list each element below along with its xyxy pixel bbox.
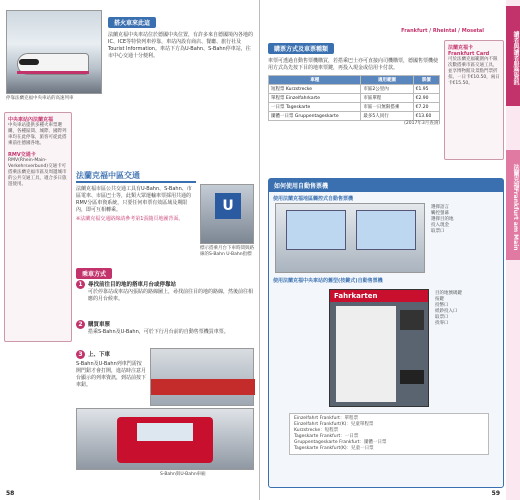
page-number-right: 59 [491, 490, 500, 497]
step-3-text: S-Bahn及U-Bahn列車門需按開門鈕才會打開，進站時注意月台顯示的列車資訊，到站前按下車鈕。 [76, 361, 147, 388]
step-1-number: 1 [76, 280, 85, 289]
table-cell: 市區2公里內 [361, 85, 413, 94]
table-cell: 一日票 Tageskarte [269, 103, 361, 112]
table-cell: €13.60 [413, 112, 439, 121]
frankfurt-card-box [444, 40, 504, 160]
table-cell: €1.95 [413, 85, 439, 94]
page-number-left: 58 [6, 490, 15, 497]
table-cell: 單程票 Einzelfahrkarte [269, 94, 361, 103]
step-3-title: 上、下車 [88, 352, 111, 358]
how-to-box [268, 178, 504, 488]
table-row [269, 85, 440, 94]
train-interior-photo [76, 408, 254, 470]
machine-brand: Fahrkarten [330, 290, 428, 302]
how-to-title: 如何使用自動售票機 [269, 179, 503, 192]
ticket-list [289, 413, 489, 455]
city-transport-section [76, 170, 196, 223]
caption-interior: S-Bahn與U-Bahn車廂 [160, 472, 206, 477]
machine-label: 投入現金 [431, 223, 449, 228]
machine-2-photo [329, 289, 429, 407]
table-cell: €7.20 [413, 103, 439, 112]
ticket-section [268, 36, 440, 127]
ticket-section-title: 購票方式及車票種類 [268, 43, 334, 54]
city-transport-note: ※法蘭克福交通路線請參考第1張隨頁地圖背面。 [76, 216, 184, 222]
step-2-title: 購買車票 [88, 322, 111, 328]
machine-label: 選擇語言 [431, 205, 449, 210]
frankfurt-card-heading: 法蘭克福卡 Frankfurt Card [448, 45, 490, 57]
machine-label: 紙鈔投入口 [435, 309, 458, 314]
step-1-text: 可於停靠站或車站內張貼的路線圖上，尋找前往目的地的路線，然後前往相應的月台候車。 [88, 289, 254, 302]
step-2-text: 搭乘S-Bahn及U-Bahn，可於下行月台前的自動售票機買車票。 [88, 329, 229, 335]
step-3 [76, 350, 146, 389]
station-photo [150, 348, 254, 406]
frankfurt-card-text: 可於法蘭克福範圍內不限次數搭乘市區交通工具，並享博物館及景點門票折扣。一日卡€10.50，兩日卡€15.50。 [448, 57, 500, 86]
table-header: 適用範圍 [361, 76, 413, 85]
machine-1-labels [431, 205, 501, 235]
steps-heading: 乘車方式 [76, 268, 112, 279]
table-cell: 短程票 Kurzstrecke [269, 85, 361, 94]
train-text: 法蘭克福中央車站位於德國中央位置，有許多來自德國境內各地的IC、ICE等特快列車停靠，車站內設有商店、餐廳、旅行社及Tourist Information。車站下方為U-Bahn、S-Bahn停車站，往市中心交通十分便利。 [108, 32, 254, 59]
machine-label: 觸控螢幕 [431, 211, 449, 216]
machine-label: 目的地號碼鍵 [435, 291, 462, 296]
step-2-number: 2 [76, 320, 85, 329]
city-transport-title: 法蘭克福中區交通 [76, 170, 196, 183]
side-note-box [4, 112, 72, 342]
vertical-label: 讀者與讀者服務資訊 [506, 6, 520, 106]
step-1-title: 尋找前往目的地的搭車月台或停靠站 [88, 282, 177, 288]
machine-label: 找零口 [435, 321, 449, 326]
machine-label: 投幣口 [435, 303, 449, 308]
caption-sign: 標示搭乘月台下車時間與路線的S-Bahn U-Bahn指標 [200, 246, 254, 257]
machine-label: 取票口 [431, 229, 445, 234]
step-3-number: 3 [76, 350, 85, 359]
machine-label: 選擇目的地 [431, 217, 454, 222]
machine-2-labels [435, 291, 499, 327]
train-photo [6, 10, 102, 94]
side-note-text: 中央車站提供多種火車票選購，各種區間、城際、國際列車均在此停靠，旅客可從此搭乘前往德國各地。 [8, 123, 67, 146]
ticket-list-item: Tageskarte Frankfurt：一日票 [294, 434, 359, 439]
right-page [260, 0, 520, 500]
city-transport-text: 法蘭克福市區公共交通工具有U-Bahn、S-Bahn、市區電車、市區巴士等，此類大眾運輸車票採用共通的RMV分區車資系統，只要任何車票有效區域及期限內，即可互相轉乘。 [76, 186, 192, 213]
chapter-tab [506, 0, 520, 500]
ticket-list-item: Gruppentageskarte Frankfurt：團體一日票 [294, 440, 387, 445]
machine-label: 按鍵 [435, 297, 444, 302]
step-1 [76, 280, 254, 303]
machine-1-photo [275, 203, 425, 273]
chapter-tab-label: 法蘭克福Frankfurt am Main [506, 150, 520, 260]
caption-train: 停靠法蘭克福中央車站的高速列車 [6, 96, 74, 101]
machine-label: 取票口 [435, 315, 449, 320]
ticket-list-item: Tageskarte Frankfurt(K)：兒童一日票 [294, 446, 374, 451]
ubahn-sign-photo: U [200, 184, 254, 244]
table-cell: 市區一日無限搭乘 [361, 103, 413, 112]
ticket-section-text: 車票可透過自動售票機購買，若搭乘巴士亦可直接向司機購票，德國售票機使用方式為先按下目的地車票鍵，再投入現金或信用卡付款。 [268, 58, 439, 71]
table-row [269, 94, 440, 103]
train-heading: 搭火車來此這 [108, 17, 156, 28]
rmv-text: RMV(Rhein-Main-Verkehrsverbund)交通卡可搭乘法蘭克福市區及周邊城市的公共交通工具，適合多日旅遊使用。 [8, 158, 67, 187]
ticket-list-item: Einzelfahrt Frankfurt：單程票 [294, 416, 358, 421]
rmv-heading: RMV交通卡 [8, 152, 36, 158]
table-cell: 團體一日票 Gruppentageskarte [269, 112, 361, 121]
ticket-table [268, 75, 440, 121]
table-cell: 最多5人同行 [361, 112, 413, 121]
table-note: (2017年3月查詢) [404, 121, 440, 126]
table-header: 票價 [413, 76, 439, 85]
running-head: Frankfurt / Rheintal / Mosetal [401, 28, 484, 34]
ticket-list-item: Einzelfahrt Frankfurt(K)：兒童單程票 [294, 422, 374, 427]
machine-1-heading: 使用法蘭克福地區觸控式自動售票機 [273, 196, 354, 202]
train-section [108, 10, 253, 60]
step-2 [76, 320, 254, 336]
table-row [269, 103, 440, 112]
machine-2-heading: 使用法蘭克福中央車站的舊型(按鍵式)自動售票機 [273, 278, 383, 284]
ticket-list-item: Kurzstrecke：短程票 [294, 428, 339, 433]
side-note-heading: 中央車站內法蘭克福 [8, 117, 54, 123]
table-header: 車種 [269, 76, 361, 85]
table-cell: 市區單程 [361, 94, 413, 103]
table-row [269, 112, 440, 121]
table-cell: €2.90 [413, 94, 439, 103]
